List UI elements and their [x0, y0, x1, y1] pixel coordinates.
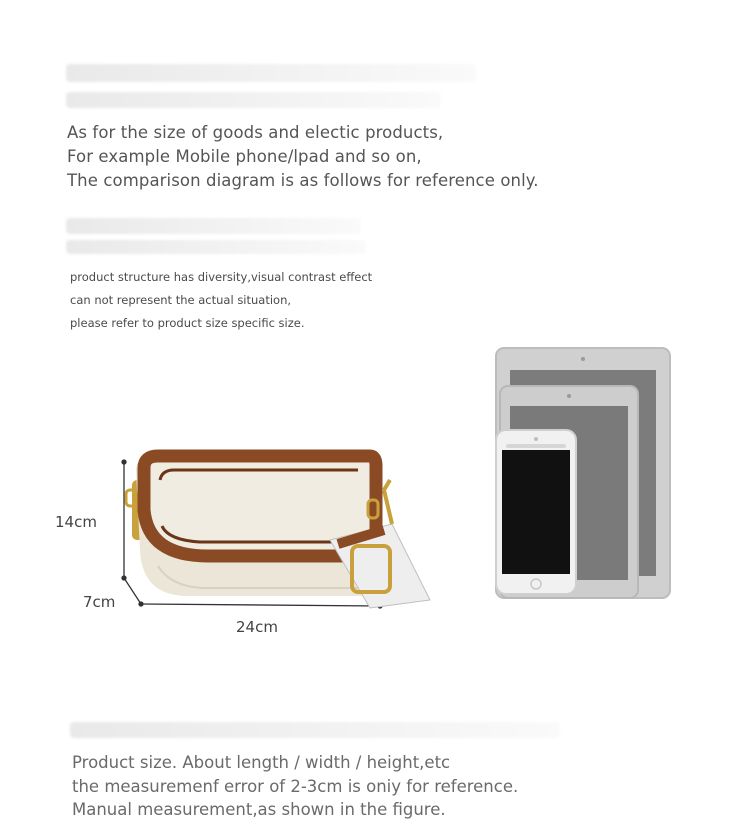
- note-line-1: product structure has diversity,visual contrast effect: [70, 270, 373, 284]
- phone-illustration: [496, 430, 576, 594]
- comparison-illustration: [40, 340, 740, 660]
- depth-dimension-label: 7cm: [83, 593, 116, 611]
- blurred-subheading-1: [66, 218, 361, 234]
- footer-line-1: Product size. About length / width / height,etc: [72, 753, 451, 772]
- note-line-2: can not represent the actual situation,: [70, 293, 292, 307]
- note-text: [70, 266, 372, 335]
- height-dimension-label: 14cm: [55, 513, 97, 531]
- size-comparison-figure: [40, 340, 740, 660]
- blurred-footer-heading: [70, 722, 560, 738]
- note-line-3: please refer to product size specific size.: [70, 316, 305, 330]
- bag-illustration: [126, 456, 378, 596]
- blurred-heading-1: [66, 64, 476, 82]
- width-dimension-label: 24cm: [236, 618, 278, 636]
- intro-line-2: For example Mobile phone/lpad and so on,: [67, 147, 422, 166]
- footer-line-3: Manual measurement,as shown in the figure.: [72, 800, 446, 819]
- intro-text: [67, 121, 539, 193]
- footer-line-2: the measuremenf error of 2-3cm is oniy for reference.: [72, 776, 519, 796]
- blurred-subheading-2: [66, 240, 366, 254]
- footer-text: [72, 751, 518, 822]
- intro-line-1: As for the size of goods and electic products,: [67, 123, 444, 142]
- blurred-heading-2: [66, 92, 441, 108]
- intro-line-3: The comparison diagram is as follows for reference only.: [67, 171, 539, 190]
